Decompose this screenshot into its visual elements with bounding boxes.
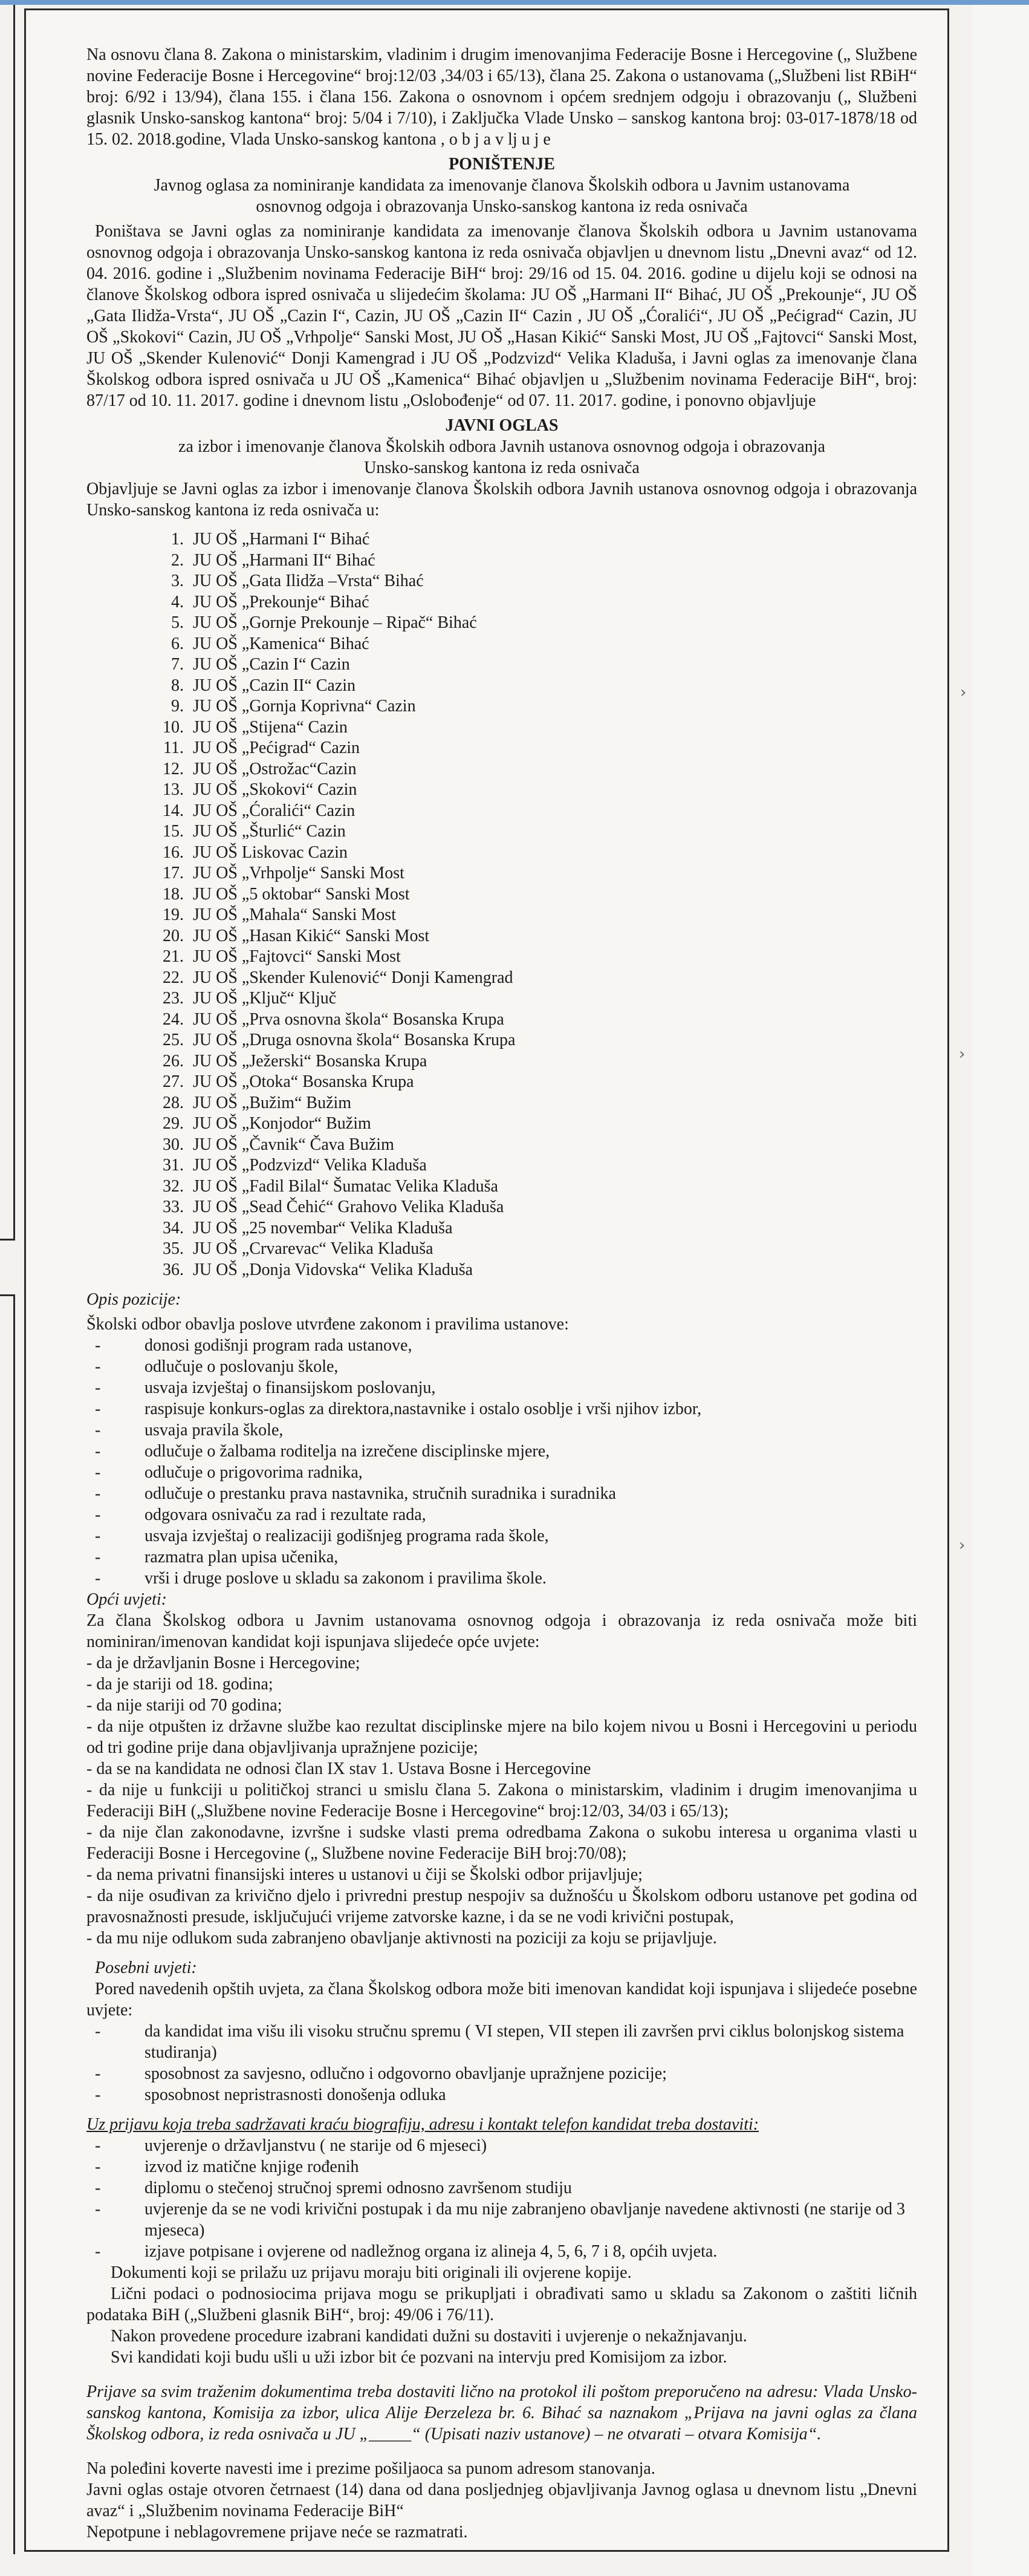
list-item: - uvjerenje da se ne vodi krivični postupak i da mu nije zabranjeno obavljanje navedene aktivnosti (ne starije od 3 mjeseca) [95,2199,917,2241]
documents-note: Dokumenti koji se prilažu uz prijavu moraju biti originali ili ovjerene kopije. [111,2263,632,2282]
list-item: 25. JU OŠ „Druga osnovna škola“ Bosanska Krupa [188,1030,917,1051]
list-item: - izvod iz matične knjige rođenih [95,2156,917,2177]
list-item: - donosi godišnji program rada ustanove, [95,1335,917,1356]
intro-paragraph: Na osnovu člana 8. Zakona o ministarskim, vladinim i drugim imenovanjima Federacije Bosne i Hercegovine („ Službene novine Federacije Bosne i Hercegovine“ broj:12/03 ,34/03 i 65/13), člana 25. Zakona o ustanovama („Službeni list RBiH“ broj: 6/92 i 13/94), člana 155. i člana 156. Zakona o osnovnom i općem srednjem odgoju i obrazovanju („ Službeni glasnik Unsko-sanskog kantona“ broj: 5/04 i 7/10), i Zaključka Vlade Unsko – sanskog kantona broj: 03-017-1878/18 od 15. 02. 2018.godine, Vlada Unsko-sanskog kantona , o b j a v lj u j e [86,45,917,149]
list-item: 32. JU OŠ „Fadil Bilal“ Šumatac Velika Kladuša [188,1176,917,1198]
list-item: 35. JU OŠ „Crvarevac“ Velika Kladuša [188,1239,917,1260]
list-item: 34. JU OŠ „25 novembar“ Velika Kladuša [188,1218,917,1239]
list-item: - odlučuje o prigovorima radnika, [95,1462,917,1483]
list-item: - uvjerenje o državljanstvu ( ne starije od 6 mjeseci) [95,2135,917,2156]
list-item: 15. JU OŠ „Šturlić“ Cazin [188,821,917,843]
list-item: - izjave potpisane i ovjerene od nadležnog organa iz alineja 4, 5, 6, 7 i 8, općih uvjeta. [95,2241,917,2262]
announcement-subheading: za izbor i imenovanje članova Školskih odbora Javnih ustanova osnovnog odgoja i obrazovanja Unsko-sanskog kantona iz reda osnivača [178,437,825,477]
list-item: 22. JU OŠ „Skender Kulenović“ Donji Kamengrad [188,968,917,989]
list-item: 19. JU OŠ „Mahala“ Sanski Most [188,905,917,926]
margin-mark: › [959,1536,966,1554]
list-item: 36. JU OŠ „Donja Vidovska“ Velika Kladuša [188,1260,917,1281]
documents-title: Uz prijavu koja treba sadržavati kraću biografiju, adresu i kontakt telefon kandidat treba dostaviti: [86,2115,759,2134]
list-item: - usvaja izvještaj o realizaciji godišnjeg programa rada škole, [95,1525,917,1547]
list-item: - odlučuje o prestanku prava nastavnika, stručnih suradnika i suradnika [95,1483,917,1504]
special-conditions-lead: Pored navedenih opštih uvjeta, za člana Školskog odbora može biti imenovan kandidat koji ispunjava i slijedeće posebne uvjete: [86,1980,917,2020]
announcement-lead: Objavljuje se Javni oglas za izbor i imenovanje članova Školskih odbora Javnih ustanova osnovnog odgoja i obrazovanja Unsko-sanskog kantona iz reda osnivača u: [86,480,917,520]
list-item: 26. JU OŠ „Ježerski“ Bosanska Krupa [188,1051,917,1072]
list-item: - usvaja izvještaj o finansijskom poslovanju, [95,1377,917,1398]
list-item: - vrši i druge poslove u skladu sa zakonom i pravilima škole. [95,1568,917,1589]
list-item: - da nema privatni finansijski interes u ustanovi u čiji se Školski odbor prijavljuje; [86,1865,643,1884]
list-item: - da je stariji od 18. godina; [86,1675,273,1694]
list-item: 3. JU OŠ „Gata Ilidža –Vrsta“ Bihać [188,571,917,592]
adjacent-column-frame-bottom [0,1294,15,2554]
announcement-heading: JAVNI OGLAS [445,416,559,435]
list-item: - sposobnost nepristrasnosti donošenja odluka [95,2084,917,2105]
list-item: - razmatra plan upisa učenika, [95,1547,917,1568]
list-item: 31. JU OŠ „Podzvizd“ Velika Kladuša [188,1155,917,1176]
duties-lead: Školski odbor obavlja poslove utvrđene zakonom i pravilima ustanove: [86,1315,569,1334]
incomplete-applications-note: Nepotpune i neblagovremene prijave neće se razmatrati. [86,2523,468,2542]
submission-instructions: Prijave sa svim traženim dokumentima treba dostaviti lično na protokol ili poštom preporučeno na adresu: Vlada Unsko-sanskog kantona, Komisija za izbor, ulica Alije Đerzeleza br. 6. Bihać sa naznakom „Prijava na javni oglas za člana Školskog odbora, iz reda osnivača u JU „_____“ (Upisati naziv ustanove) – ne otvarati – otvara Komisija“. [86,2382,917,2444]
general-conditions-title: Opći uvjeti: [86,1590,167,1609]
duties-list [86,1335,917,1589]
list-item: - da nije član zakonodavne, izvršne i sudske vlasti prema odredbama Zakona o sukobu interesa u organima vlasti u Federaciji Bosne i Hercegovine („ Službene novine Federacije BiH broj:70/08); [86,1823,917,1863]
list-item: 33. JU OŠ „Sead Čehić“ Grahovo Velika Kladuša [188,1197,917,1218]
list-item: 14. JU OŠ „Ćoralići“ Cazin [188,801,917,822]
general-conditions-lead: Za člana Školskog odbora u Javnim ustanovama osnovnog odgoja i obrazovanja iz reda osnivača može biti nominiran/imenovan kandidat koji ispunjava slijedeće opće uvjete: [86,1611,917,1651]
list-item: 11. JU OŠ „Pećigrad“ Cazin [188,738,917,759]
list-item: 7. JU OŠ „Cazin I“ Cazin [188,654,917,676]
list-item: - da je državljanin Bosne i Hercegovine; [86,1654,360,1672]
special-conditions-list [86,2021,917,2105]
list-item: - da se na kandidata ne odnosi član IX stav 1. Ustava Bosne i Hercegovine [86,1759,591,1778]
annulment-heading: PONIŠTENJE [449,155,555,174]
list-item: 9. JU OŠ „Gornja Koprivna“ Cazin [188,696,917,717]
list-item: 10. JU OŠ „Stijena“ Cazin [188,717,917,739]
list-item: 4. JU OŠ „Prekounje“ Bihać [188,592,917,613]
annulment-subheading: Javnog oglasa za nominiranje kandidata za imenovanje članova Školskih odbora u Javnim ustanovama osnovnog odgoja i obrazovanja Unsko-sanskog kantona iz reda osnivača [154,176,850,216]
list-item: - usvaja pravila škole, [95,1420,917,1441]
documents-list [86,2135,917,2262]
list-item: - diplomu o stečenoj stručnoj spremi odnosno završenom studiju [95,2177,917,2199]
list-item: 18. JU OŠ „5 oktobar“ Sanski Most [188,884,917,905]
list-item: 6. JU OŠ „Kamenica“ Bihać [188,634,917,655]
list-item: - da nije osuđivan za krivično djelo i privredni prestup nespojiv sa dužnošću u Školskom odboru ustanove pet godina od pravosnažnosti presude, isključujući vrijeme zatvorske kazne, i da se ne vodi krivični postupak, [86,1886,917,1926]
annulment-body: Poništava se Javni oglas za nominiranje kandidata za imenovanje članova Školskih odbora u Javnim ustanovama osnovnog odgoja i obrazovanja Unsko-sanskog kantona iz reda osnivača objavljen u dnevnom listu „Dnevni avaz“ od 12. 04. 2016. godine i „Službenim novinama Federacije BiH“ broj: 29/16 od 15. 04. 2016. godine u dijelu koji se odnosi na članove Školskog odbora ispred osnivača u slijedećim školama: JU OŠ „Harmani II“ Bihać, JU OŠ „Prekounje“, JU OŠ „Gata Ilidža-Vrsta“, JU OŠ „Cazin I“, Cazin, JU OŠ „Cazin II“ Cazin , JU OŠ „Ćoralići“, JU OŠ „Pećigrad“ Cazin, JU OŠ „Skokovi“ Cazin, JU OŠ „Vrhpolje“ Sanski Most, JU OŠ „Hasan Kikić“ Sanski Most, JU OŠ „Fajtovci“ Sanski Most, JU OŠ „Skender Kulenović“ Donji Kamengrad i JU OŠ „Podzvizd“ Velika Kladuša, i Javni oglas za imenovanje člana Školskog odbora ispred osnivača u JU OŠ „Kamenica“ Bihać objavljen u „Službenim novinama Federacije BiH“, broj: 87/17 od 10. 11. 2017. godine i dnevnom listu „Oslobođenje“ od 07. 11. 2017. godine, i ponovno objavljuje [86,222,917,410]
list-item: - da mu nije odlukom suda zabranjeno obavljanje aktivnosti na poziciji za koju se prijavljuje. [86,1929,717,1948]
list-item: 17. JU OŠ „Vrhpolje“ Sanski Most [188,863,917,884]
list-item: 5. JU OŠ „Gornje Prekounje – Ripač“ Bihać [188,613,917,634]
list-item: 30. JU OŠ „Čavnik“ Čava Bužim [188,1135,917,1156]
list-item: 16. JU OŠ Liskovac Cazin [188,843,917,864]
list-item: 29. JU OŠ „Konjodor“ Bužim [188,1114,917,1135]
top-color-rule [0,0,1029,5]
adjacent-column-frame-top [0,5,15,1241]
list-item: - odlučuje o poslovanju škole, [95,1356,917,1377]
public-notice-box [24,8,949,2552]
list-item: 21. JU OŠ „Fajtovci“ Sanski Most [188,947,917,968]
margin-mark: › [960,683,967,702]
list-item: 2. JU OŠ „Harmani II“ Bihać [188,550,917,572]
list-item: 8. JU OŠ „Cazin II“ Cazin [188,676,917,697]
list-item: - da nije stariji od 70 godina; [86,1696,282,1715]
deadline-note: Javni oglas ostaje otvoren četrnaest (14) dana od dana posljednjeg objavljivanja Javnog oglasa u dnevnom listu „Dnevni avaz“ i „Službenim novinama Federacije BiH“ [86,2480,917,2520]
duties-title: Opis pozicije: [86,1290,181,1309]
data-protection-note: Lični podaci o podnosiocima prijava mogu se prikupljati i obrađivati samo u skladu sa Zakonom o zaštiti ličnih podataka BiH („Službeni glasnik BiH“, broj: 49/06 i 76/11). [86,2284,917,2324]
list-item: 20. JU OŠ „Hasan Kikić“ Sanski Most [188,926,917,947]
list-item: 28. JU OŠ „Bužim“ Bužim [188,1093,917,1114]
special-conditions-title: Posebni uvjeti: [95,1958,197,1977]
list-item: - odlučuje o žalbama roditelja na izrečene disciplinske mjere, [95,1441,917,1462]
list-item: - raspisuje konkurs-oglas za direktora,nastavnike i ostalo osoblje i vrši njihov izbor, [95,1398,917,1420]
list-item: - da nije otpušten iz državne službe kao rezultat disciplinske mjere na bilo kojem nivou u Bosni i Hercegovini u periodu od tri godine prije dana objavljivanja upražnjene pozicije; [86,1717,917,1757]
list-item: - odgovara osnivaču za rad i rezultate rada, [95,1504,917,1525]
margin-mark: › [959,1045,966,1063]
interview-note: Svi kandidati koji budu ušli u uži izbor bit će pozvani na intervju pred Komisijom za izbor. [111,2348,727,2367]
list-item: 23. JU OŠ „Ključ“ Ključ [188,988,917,1009]
page-margin-right [972,5,1029,2576]
criminal-record-note: Nakon provedene procedure izabrani kandidati dužni su dostaviti i uvjerenje o nekažnjavanju. [111,2327,747,2346]
list-item: - sposobnost za savjesno, odlučno i odgovorno obavljanje upražnjene pozicije; [95,2063,917,2084]
list-item: 1. JU OŠ „Harmani I“ Bihać [188,529,917,550]
list-item: 27. JU OŠ „Otoka“ Bosanska Krupa [188,1072,917,1093]
list-item: - da nije u funkciji u političkoj stranci u smislu člana 5. Zakona o ministarskim, vladinim i drugim imenovanjima u Federaciji BiH („Službene novine Federacije Bosne i Hercegovine“ broj:12/03, 34/03 i 65/13); [86,1781,917,1821]
list-item: 12. JU OŠ „Ostrožac“Cazin [188,759,917,780]
list-item: - da kandidat ima višu ili visoku stručnu spremu ( VI stepen, VII stepen ili završen prvi ciklus bolonjskog sistema studiranja) [95,2021,917,2063]
school-list [86,529,917,1280]
list-item: 13. JU OŠ „Skokovi“ Cazin [188,780,917,801]
envelope-note: Na poleđini koverte navesti ime i prezime pošiljaoca sa punom adresom stanovanja. [86,2459,655,2478]
list-item: 24. JU OŠ „Prva osnovna škola“ Bosanska Krupa [188,1009,917,1031]
